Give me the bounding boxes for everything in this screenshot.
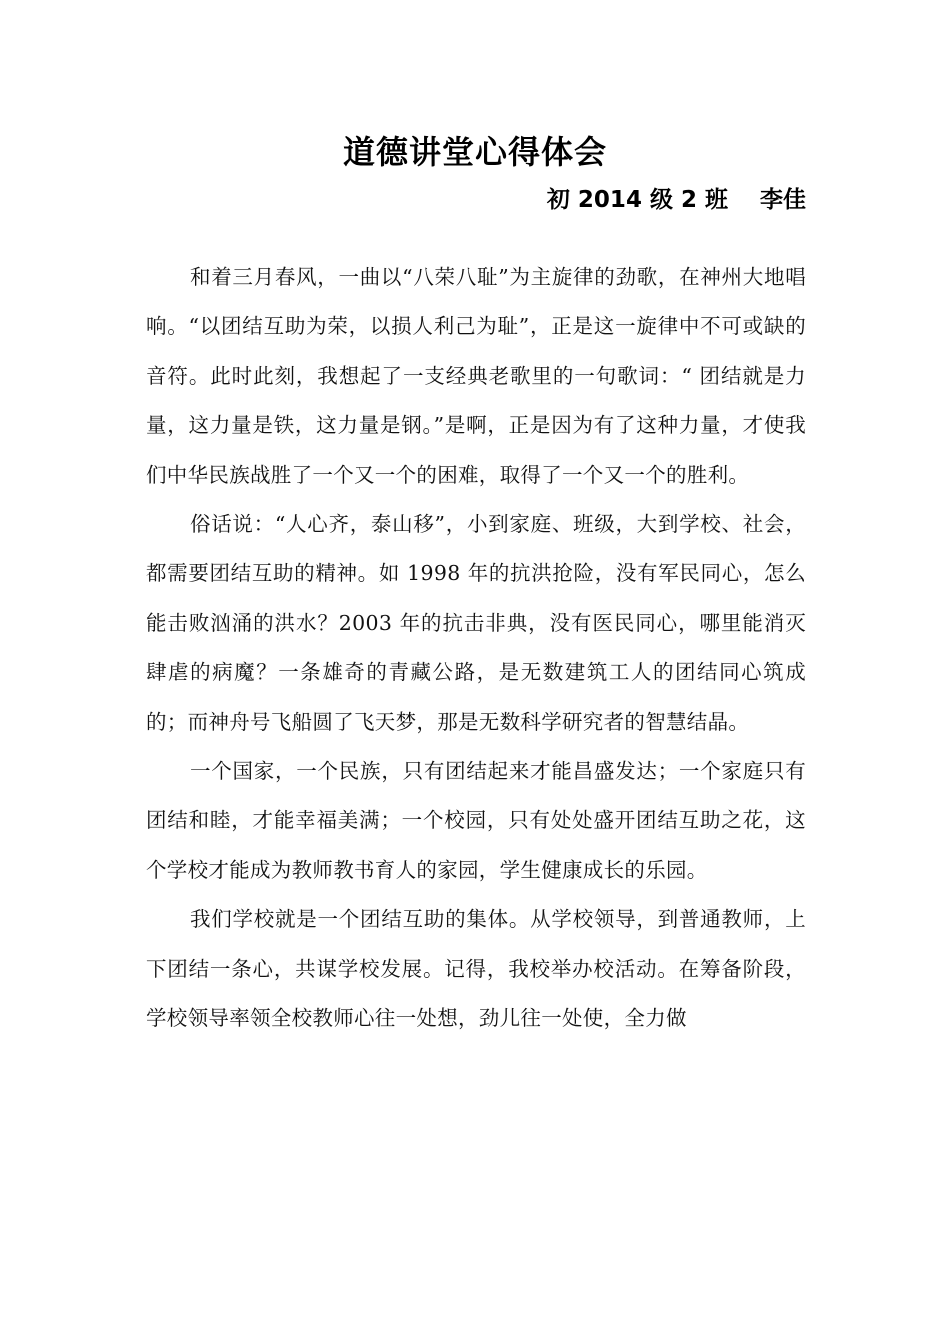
document-body <box>146 253 806 1044</box>
author-byline: 初 2014 级 2 班 李佳 <box>546 187 806 213</box>
paragraph: 一个国家，一个民族，只有团结起来才能昌盛发达；一个家庭只有团结和睦，才能幸福美满；一个校园，只有处处盛开团结互助之花，这个学校才能成为教师教书育人的家园，学生健康成长的乐园。 <box>146 759 806 882</box>
page-title: 道德讲堂心得体会 <box>342 133 607 171</box>
paragraph: 俗话说：“人心齐，泰山移”，小到家庭、班级，大到学校、社会，都需要团结互助的精神。如 1998 年的抗洪抢险，没有军民同心，怎么能击败汹涌的洪水？2003 年的抗击非典，没有医民同心，哪里能消灭肆虐的病魔？一条雄奇的青藏公路，是无数建筑工人的团结同心筑成的；而神舟号飞船圆了飞天梦，那是无数科学研究者的智慧结晶。 <box>146 512 806 734</box>
paragraph: 我们学校就是一个团结互助的集体。从学校领导，到普通教师，上下团结一条心，共谋学校发展。记得，我校举办校活动。在筹备阶段，学校领导率领全校教师心往一处想，劲儿往一处使，全力做 <box>146 907 806 1031</box>
paragraph: 和着三月春风，一曲以“八荣八耻”为主旋律的劲歌，在神州大地唱响。“以团结互助为荣，以损人利己为耻”，正是这一旋律中不可或缺的音符。此时此刻，我想起了一支经典老歌里的一句歌词：“ 团结就是力量，这力量是铁，这力量是钢。”是啊，正是因为有了这种力量，才使我们中华民族战胜了一个又一个的困难，取得了一个又一个的胜利。 <box>146 265 806 487</box>
